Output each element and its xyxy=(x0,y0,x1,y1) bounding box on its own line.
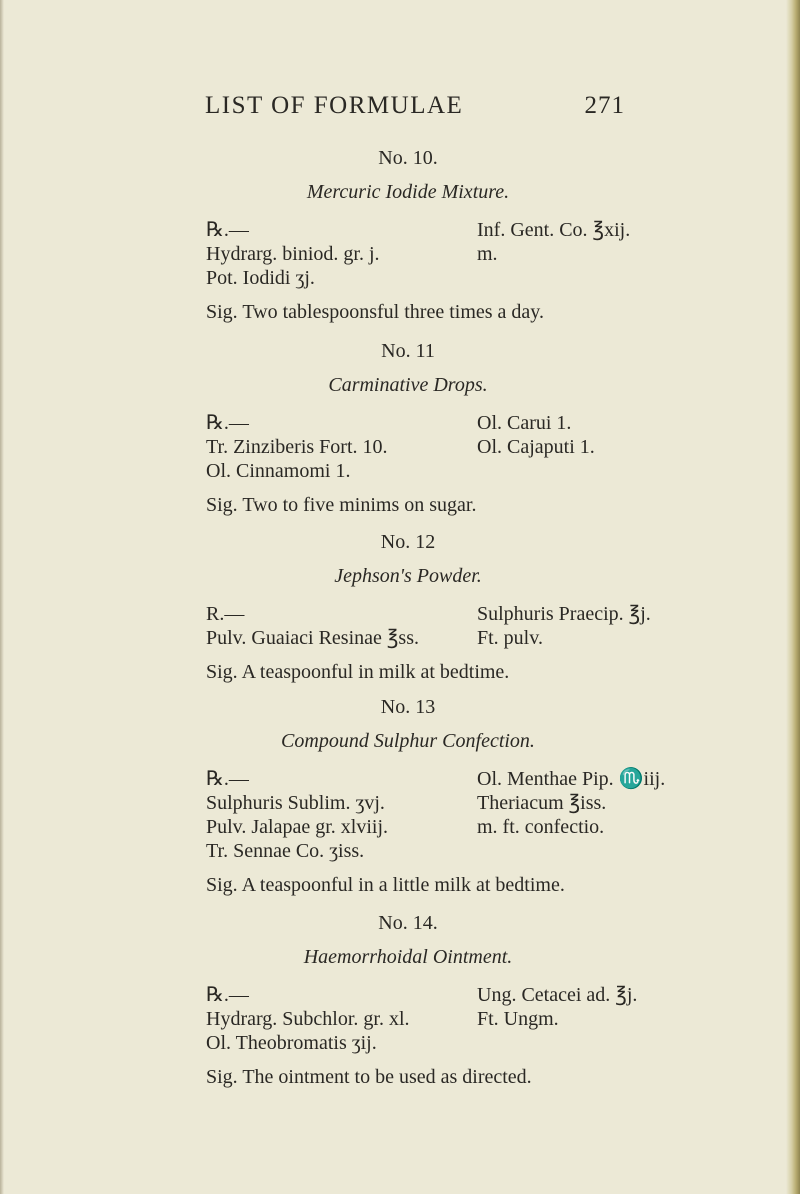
ingredient-line: Tr. Zinziberis Fort. 10. xyxy=(206,436,388,458)
formula-number: No. 13 xyxy=(380,696,436,718)
ingredients xyxy=(206,218,728,290)
ingredient-line: Hydrarg. Subchlor. gr. xl. xyxy=(206,1008,410,1030)
formula-12 xyxy=(206,530,728,684)
formula-number: No. 11 xyxy=(381,340,435,362)
ingredient-line: Ol. Theobromatis ʒij. xyxy=(206,1032,377,1054)
formula-10 xyxy=(206,146,728,324)
ingredient-line: Tr. Sennae Co. ʒiss. xyxy=(206,840,365,862)
ingredient-line: Ft. Ungm. xyxy=(477,1008,559,1030)
ingredients xyxy=(206,411,728,483)
formula-14 xyxy=(206,911,728,1089)
ingredient-line: R.— xyxy=(206,603,245,625)
ingredients-left xyxy=(206,602,466,650)
signa: Sig. A teaspoonful in a little milk at bedtime. xyxy=(206,874,565,896)
ingredients xyxy=(206,602,728,650)
formula-title: Jephson's Powder. xyxy=(334,565,482,587)
ingredients-left xyxy=(206,767,466,863)
formula-number: No. 10. xyxy=(378,147,438,169)
ingredient-line: Ung. Cetacei ad. ℥j. xyxy=(477,984,638,1006)
signa: Sig. Two tablespoonsful three times a day. xyxy=(206,301,544,323)
ingredient-line: m. xyxy=(477,243,498,265)
ingredients xyxy=(206,983,728,1055)
ingredient-line: Theriacum ℥iss. xyxy=(477,792,607,814)
ingredient-line: Hydrarg. biniod. gr. j. xyxy=(206,243,380,265)
formula-number: No. 14. xyxy=(378,912,438,934)
ingredients-right xyxy=(477,767,737,839)
formula-13 xyxy=(206,695,728,897)
ingredient-line: Inf. Gent. Co. ℥xij. xyxy=(477,219,631,241)
running-title: LIST OF FORMULAE xyxy=(205,92,464,119)
formula-11 xyxy=(206,339,728,517)
ingredient-line: Sulphuris Praecip. ℥j. xyxy=(477,603,651,625)
ingredient-line: Pot. Iodidi ʒj. xyxy=(206,267,315,289)
page-number: 271 xyxy=(584,92,625,119)
formula-title: Haemorrhoidal Ointment. xyxy=(303,946,513,968)
signa: Sig. The ointment to be used as directed. xyxy=(206,1066,532,1088)
ingredients xyxy=(206,767,728,863)
ingredient-line: ℞.— xyxy=(206,219,249,241)
ingredients-left xyxy=(206,411,466,483)
page-header xyxy=(205,92,625,128)
formula-title: Mercuric Iodide Mixture. xyxy=(306,181,510,203)
signa: Sig. Two to five minims on sugar. xyxy=(206,494,477,516)
ingredient-line: m. ft. confectio. xyxy=(477,816,605,838)
page-left-edge xyxy=(0,0,4,1194)
ingredient-line: Ol. Cinnamomi 1. xyxy=(206,460,351,482)
ingredient-line: ℞.— xyxy=(206,984,249,1006)
ingredient-line: Ol. Carui 1. xyxy=(477,412,572,434)
ingredients-left xyxy=(206,983,466,1055)
ingredient-line: ℞.— xyxy=(206,412,249,434)
ingredients-right xyxy=(477,983,737,1031)
ingredient-line: Pulv. Guaiaci Resinae ℥ss. xyxy=(206,627,419,649)
ingredient-line: Sulphuris Sublim. ʒvj. xyxy=(206,792,385,814)
ingredient-line: Ol. Cajaputi 1. xyxy=(477,436,595,458)
signa: Sig. A teaspoonful in milk at bedtime. xyxy=(206,661,510,683)
ingredient-line: ℞.— xyxy=(206,768,249,790)
formula-number: No. 12 xyxy=(380,531,436,553)
ingredients-right xyxy=(477,218,737,266)
formula-title: Carminative Drops. xyxy=(328,374,488,396)
ingredients-right xyxy=(477,411,737,459)
ingredients-right xyxy=(477,602,737,650)
ingredient-line: Ft. pulv. xyxy=(477,627,543,649)
formula-title: Compound Sulphur Confection. xyxy=(281,730,535,752)
ingredient-line: Pulv. Jalapae gr. xlviij. xyxy=(206,816,389,838)
ingredient-line: Ol. Menthae Pip. ♏iij. xyxy=(477,768,666,790)
page-right-edge xyxy=(786,0,800,1194)
ingredients-left xyxy=(206,218,466,290)
